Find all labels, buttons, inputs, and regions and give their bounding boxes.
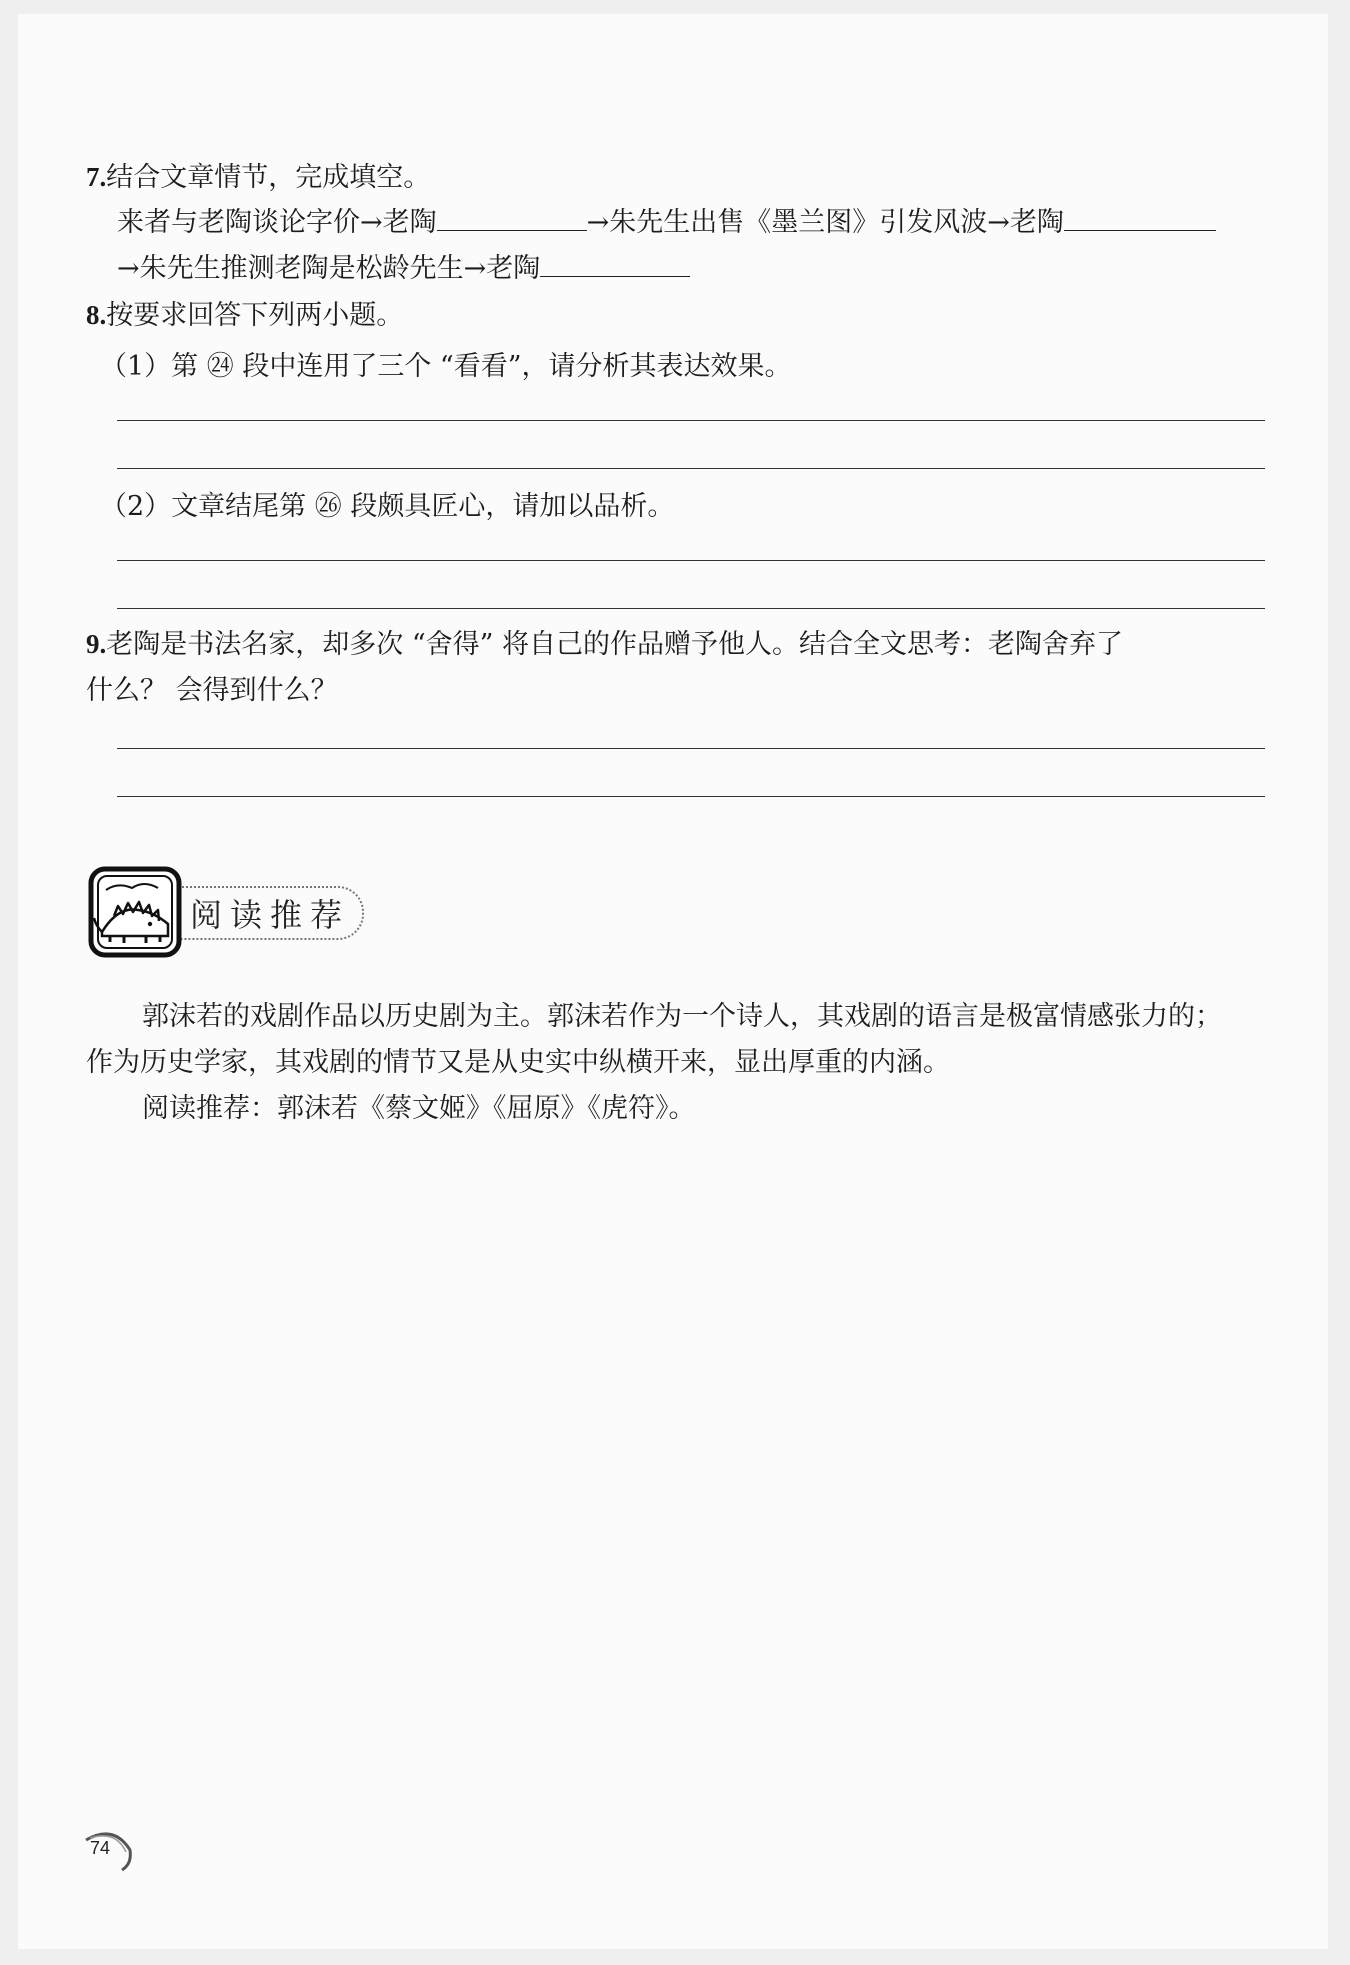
q8-stem: 按要求回答下列两小题。 [106,300,404,331]
q7-blank-2[interactable] [1064,206,1216,231]
q9-answer-line-1[interactable] [117,748,1265,749]
q8-number: 8. [86,300,107,330]
q8-sub1: （1）第 ㉔ 段中连用了三个 “看看”，请分析其表达效果。 [100,351,792,382]
page-number: 74 [90,1838,111,1858]
q7-line1-a: 来者与老陶谈论字价→老陶 [117,207,437,238]
recommend-para1-line1: 郭沫若的戏剧作品以历史剧为主。郭沫若作为一个诗人，其戏剧的语言是极富情感张力的； [142,1001,1222,1032]
q7-line1-b: →朱先生出售《墨兰图》引发风波→老陶 [586,207,1064,238]
q9-line-1 [86,627,1123,662]
q7-number: 7. [86,162,107,192]
recommend-para1-line2: 作为历史学家，其戏剧的情节又是从史实中纵横开来，显出厚重的内涵。 [86,1047,950,1078]
q9-number: 9. [86,629,107,659]
q9-answer-line-2[interactable] [117,796,1265,797]
q8-sub2-answer-line-1[interactable] [117,560,1265,561]
q8-stem-line [86,298,403,333]
recommend-para2: 阅读推荐：郭沫若《蔡文姬》《屈原》《虎符》。 [142,1093,696,1124]
q9-line-2: 什么？ 会得到什么？ [86,675,338,706]
q8-sub2-answer-line-2[interactable] [117,608,1265,609]
q7-stem: 结合文章情节，完成填空。 [106,162,431,193]
q7-blank-3[interactable] [540,252,690,277]
q7-blank-1[interactable] [437,206,587,231]
q7-line2-a: →朱先生推测老陶是松龄先生→老陶 [117,253,541,284]
q7-stem-line [86,160,430,195]
section-title: 阅读推荐 [190,896,351,934]
q8-sub1-answer-line-1[interactable] [117,420,1265,421]
q8-sub1-answer-line-2[interactable] [117,468,1265,469]
q7-line-1 [117,206,1216,240]
q7-line-2 [117,252,690,286]
q9-text-1: 老陶是书法名家，却多次 “舍得” 将自己的作品赠予他人。结合全文思考：老陶舍弃了 [106,629,1124,660]
q8-sub2: （2）文章结尾第 ㉖ 段颇具匠心，请加以品析。 [100,491,675,522]
dinosaur-icon [88,866,184,962]
